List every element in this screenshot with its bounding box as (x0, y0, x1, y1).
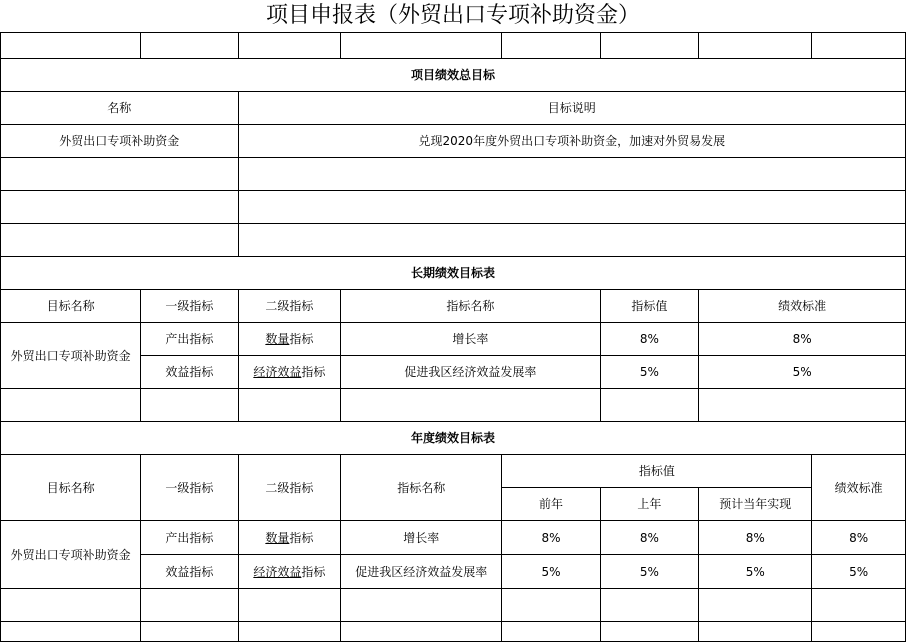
annual-indicator: 促进我区经济效益发展率 (341, 555, 502, 589)
empty-cell (1, 622, 141, 642)
overall-goal-name: 外贸出口专项补助资金 (1, 125, 239, 158)
annual-header-row (1, 455, 906, 488)
empty-cell (341, 389, 600, 422)
annual-standard: 5% (812, 555, 906, 589)
empty-cell (812, 622, 906, 642)
empty-cell (141, 589, 238, 622)
empty-cell (600, 589, 699, 622)
annual-col-level1: 一级指标 (141, 455, 238, 521)
overall-goal-heading: 项目绩效总目标 (1, 59, 906, 92)
empty-cell (1, 224, 239, 257)
annual-col-last-year: 上年 (600, 488, 699, 521)
overall-empty-row (1, 158, 906, 191)
longterm-heading: 长期绩效目标表 (1, 257, 906, 290)
empty-cell (238, 589, 341, 622)
annual-col-level2: 二级指标 (238, 455, 341, 521)
empty-cell (812, 589, 906, 622)
empty-cell (1, 589, 141, 622)
blank-cell (502, 33, 600, 59)
longterm-col-level2: 二级指标 (238, 290, 341, 323)
level2-suffix: 指标 (301, 564, 326, 579)
level2-underlined: 经济效益 (253, 365, 302, 379)
annual-indicator: 增长率 (341, 521, 502, 555)
annual-target-name: 外贸出口专项补助资金 (1, 521, 141, 589)
longterm-empty-row (1, 389, 906, 422)
report-table (0, 32, 906, 642)
empty-cell (141, 389, 238, 422)
annual-empty-row (1, 622, 906, 642)
longterm-level1: 效益指标 (141, 356, 238, 389)
annual-col-expected: 预计当年实现 (699, 488, 812, 521)
level2-suffix: 指标 (289, 332, 314, 346)
annual-level2 (238, 521, 341, 555)
level2-suffix: 指标 (301, 365, 326, 379)
level2-underlined: 经济效益 (253, 564, 302, 579)
annual-last: 5% (600, 555, 699, 589)
empty-cell (1, 389, 141, 422)
annual-prev: 8% (502, 521, 600, 555)
level2-underlined: 数量 (265, 530, 290, 545)
empty-cell (141, 622, 238, 642)
annual-standard: 8% (812, 521, 906, 555)
annual-col-standard: 绩效标准 (812, 455, 906, 521)
annual-level1: 效益指标 (141, 555, 238, 589)
empty-cell (1, 158, 239, 191)
blank-cell (699, 33, 812, 59)
longterm-standard: 8% (699, 323, 906, 356)
annual-last: 8% (600, 521, 699, 555)
level2-underlined: 数量 (265, 332, 290, 346)
blank-cell (341, 33, 502, 59)
empty-cell (238, 158, 905, 191)
empty-cell (600, 622, 699, 642)
overall-desc-header: 目标说明 (238, 92, 905, 125)
empty-cell (341, 622, 502, 642)
longterm-value: 8% (600, 323, 699, 356)
empty-cell (600, 389, 699, 422)
blank-cell (812, 33, 906, 59)
empty-cell (238, 622, 341, 642)
longterm-col-target-name: 目标名称 (1, 290, 141, 323)
longterm-level2 (238, 323, 341, 356)
annual-col-prev-year: 前年 (502, 488, 600, 521)
empty-cell (502, 622, 600, 642)
blank-cell (238, 33, 341, 59)
annual-empty-row (1, 589, 906, 622)
empty-cell (699, 622, 812, 642)
longterm-indicator: 促进我区经济效益发展率 (341, 356, 600, 389)
blank-cell (1, 33, 141, 59)
level2-suffix: 指标 (289, 530, 314, 545)
longterm-col-indicator-name: 指标名称 (341, 290, 600, 323)
blank-cell (600, 33, 699, 59)
empty-cell (699, 589, 812, 622)
blank-cell (141, 33, 238, 59)
empty-cell (341, 589, 502, 622)
longterm-col-level1: 一级指标 (141, 290, 238, 323)
annual-row (1, 521, 906, 555)
annual-col-indicator-name: 指标名称 (341, 455, 502, 521)
empty-cell (1, 191, 239, 224)
annual-heading: 年度绩效目标表 (1, 422, 906, 455)
empty-cell (238, 191, 905, 224)
longterm-target-name: 外贸出口专项补助资金 (1, 323, 141, 389)
page-title: 项目申报表（外贸出口专项补助资金） (265, 3, 640, 28)
longterm-level2 (238, 356, 341, 389)
overall-goal-desc: 兑现2020年度外贸出口专项补助资金，加速对外贸易发展 (238, 125, 905, 158)
overall-empty-row (1, 191, 906, 224)
blank-row (1, 33, 906, 59)
empty-cell (699, 389, 906, 422)
empty-cell (238, 389, 341, 422)
annual-col-indicator-value: 指标值 (502, 455, 812, 488)
longterm-col-standard: 绩效标准 (699, 290, 906, 323)
empty-cell (502, 589, 600, 622)
longterm-indicator: 增长率 (341, 323, 600, 356)
annual-col-target-name: 目标名称 (1, 455, 141, 521)
longterm-col-indicator-value: 指标值 (600, 290, 699, 323)
overall-empty-row (1, 224, 906, 257)
overall-goal-row (1, 125, 906, 158)
annual-expected: 5% (699, 555, 812, 589)
empty-cell (238, 224, 905, 257)
annual-prev: 5% (502, 555, 600, 589)
overall-name-header: 名称 (1, 92, 239, 125)
longterm-level1: 产出指标 (141, 323, 238, 356)
longterm-value: 5% (600, 356, 699, 389)
annual-expected: 8% (699, 521, 812, 555)
annual-level2 (238, 555, 341, 589)
longterm-header-row (1, 290, 906, 323)
longterm-row (1, 323, 906, 356)
annual-level1: 产出指标 (141, 521, 238, 555)
longterm-standard: 5% (699, 356, 906, 389)
